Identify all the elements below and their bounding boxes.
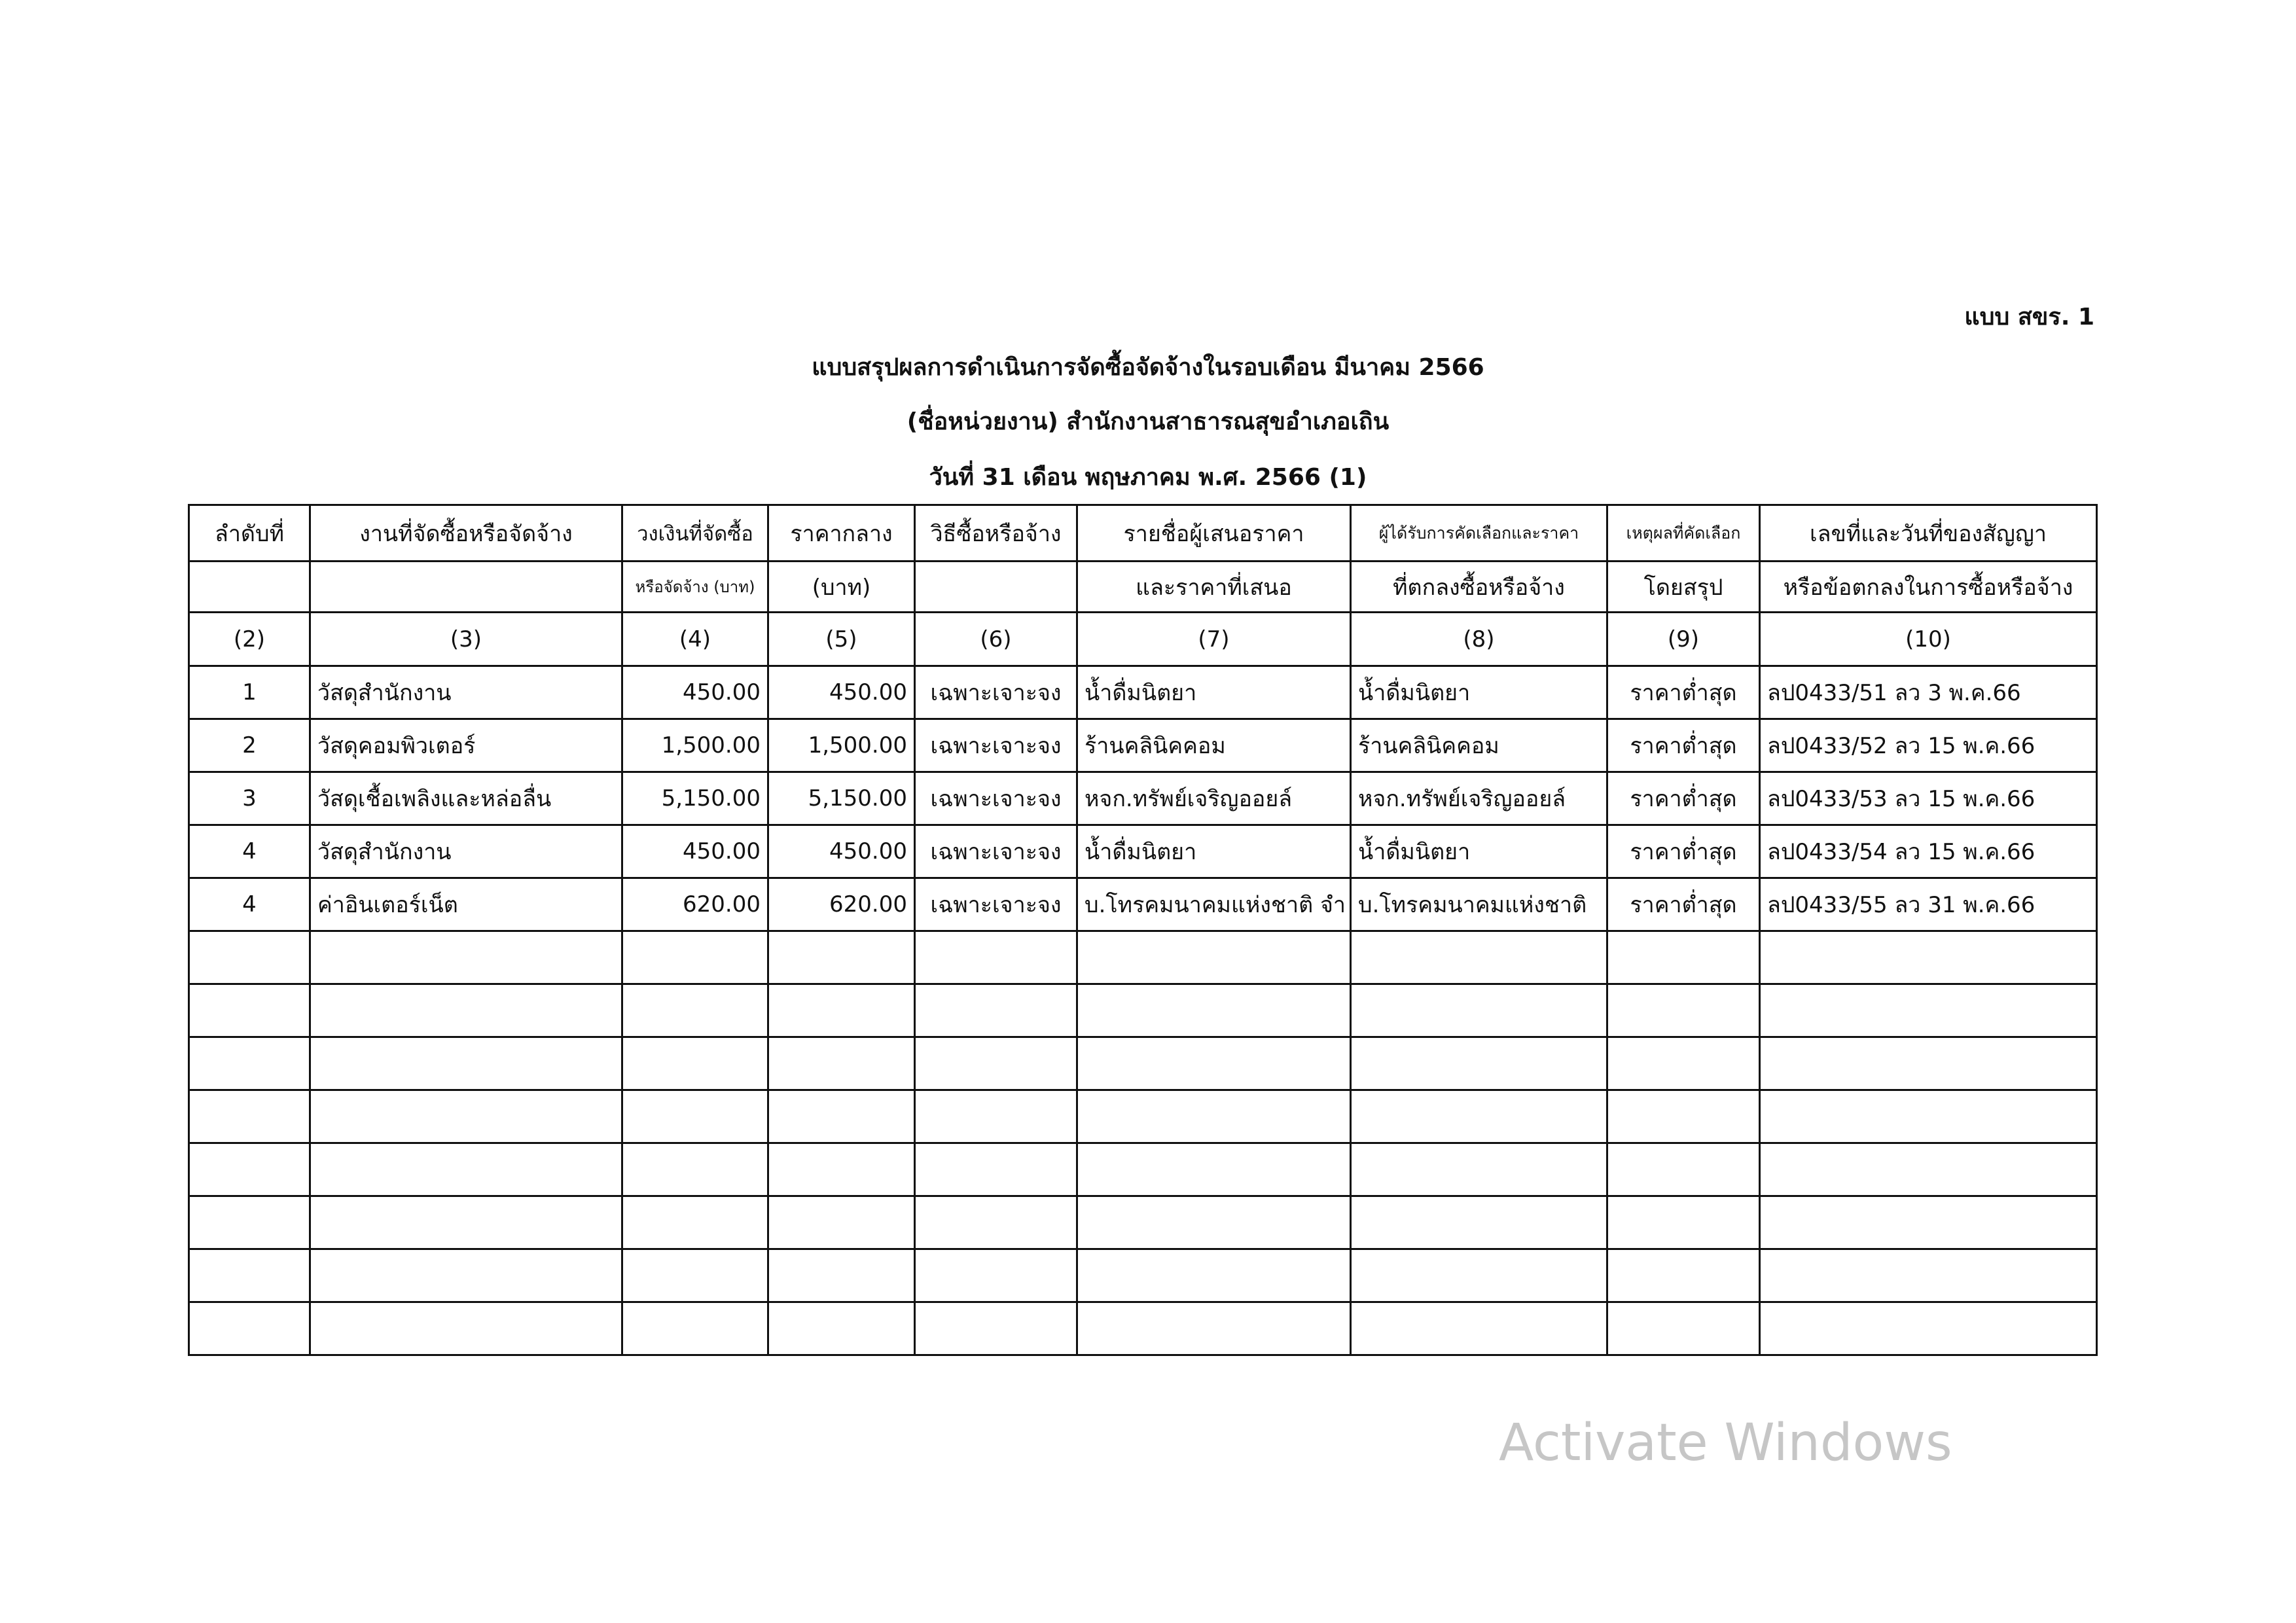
table-cell: 620.00	[768, 878, 915, 931]
table-cell	[1760, 1249, 2097, 1302]
table-cell	[189, 984, 310, 1037]
colnum: (4)	[622, 613, 768, 666]
header-budget: วงเงินที่จัดซื้อ	[622, 505, 768, 562]
table-cell	[1760, 984, 2097, 1037]
table-cell	[915, 1143, 1077, 1196]
header-reason: เหตุผลที่คัดเลือก	[1607, 505, 1760, 562]
header-method: วิธีซื้อหรือจ้าง	[915, 505, 1077, 562]
table-cell	[622, 1249, 768, 1302]
table-cell	[1077, 931, 1351, 984]
table-cell	[915, 1302, 1077, 1355]
table-cell	[189, 1037, 310, 1090]
table-cell	[1351, 984, 1607, 1037]
header-selected: ผู้ได้รับการคัดเลือกและราคา	[1351, 505, 1607, 562]
header-seq: ลำดับที่	[189, 505, 310, 562]
table-cell	[1607, 1037, 1760, 1090]
table-cell: 1	[189, 666, 310, 719]
table-row	[189, 825, 2097, 878]
table-cell	[1607, 1196, 1760, 1249]
header-item-sub	[310, 562, 622, 613]
table-cell: 4	[189, 825, 310, 878]
table-cell	[189, 931, 310, 984]
table-cell: เฉพาะเจาะจง	[915, 878, 1077, 931]
table-cell	[915, 984, 1077, 1037]
table-cell: ราคาต่ำสุด	[1607, 772, 1760, 825]
table-cell	[1351, 1249, 1607, 1302]
header-row-numbers	[189, 613, 2097, 666]
table-cell: ลป0433/53 ลว 15 พ.ค.66	[1760, 772, 2097, 825]
header-median-price-sub: (บาท)	[768, 562, 915, 613]
table-cell	[189, 1249, 310, 1302]
table-cell	[189, 1302, 310, 1355]
table-cell: 620.00	[622, 878, 768, 931]
header-budget-sub: หรือจัดจ้าง (บาท)	[622, 562, 768, 613]
table-cell: เฉพาะเจาะจง	[915, 825, 1077, 878]
table-cell: ราคาต่ำสุด	[1607, 825, 1760, 878]
table-cell	[622, 1302, 768, 1355]
table-cell	[1760, 931, 2097, 984]
colnum: (3)	[310, 613, 622, 666]
table-cell: วัสดุเชื้อเพลิงและหล่อลื่น	[310, 772, 622, 825]
table-cell	[189, 1196, 310, 1249]
table-cell: 3	[189, 772, 310, 825]
table-cell	[1760, 1090, 2097, 1143]
table-cell	[310, 1196, 622, 1249]
table-cell	[915, 1037, 1077, 1090]
table-cell: เฉพาะเจาะจง	[915, 666, 1077, 719]
table-body	[189, 666, 2097, 1355]
table-cell	[310, 1090, 622, 1143]
empty-table-row	[189, 1037, 2097, 1090]
table-cell	[1351, 1302, 1607, 1355]
table-cell: 450.00	[768, 825, 915, 878]
table-cell	[622, 1143, 768, 1196]
form-code: แบบ สขร. 1	[1964, 304, 2094, 330]
report-title: แบบสรุปผลการดำเนินการจัดซื้อจัดจ้างในรอบเดือน มีนาคม 2566	[812, 354, 1484, 381]
table-cell: 2	[189, 719, 310, 772]
empty-table-row	[189, 1143, 2097, 1196]
table-cell: ราคาต่ำสุด	[1607, 878, 1760, 931]
table-cell	[768, 1302, 915, 1355]
table-cell: ลป0433/51 ลว 3 พ.ค.66	[1760, 666, 2097, 719]
table-cell: เฉพาะเจาะจง	[915, 772, 1077, 825]
table-cell	[1077, 1196, 1351, 1249]
empty-table-row	[189, 1249, 2097, 1302]
table-row	[189, 772, 2097, 825]
table-cell: ลป0433/52 ลว 15 พ.ค.66	[1760, 719, 2097, 772]
table-cell: หจก.ทรัพย์เจริญออยล์	[1351, 772, 1607, 825]
table-row	[189, 878, 2097, 931]
header-contract: เลขที่และวันที่ของสัญญา	[1760, 505, 2097, 562]
table-cell: 1,500.00	[622, 719, 768, 772]
table-cell	[915, 1196, 1077, 1249]
table-cell	[768, 1143, 915, 1196]
table-cell: 4	[189, 878, 310, 931]
table-cell	[1607, 1143, 1760, 1196]
table-cell	[622, 1037, 768, 1090]
table-cell	[310, 1302, 622, 1355]
table-cell: ร้านคลินิคคอม	[1077, 719, 1351, 772]
header-item: งานที่จัดซื้อหรือจัดจ้าง	[310, 505, 622, 562]
table-cell: วัสดุสำนักงาน	[310, 666, 622, 719]
table-cell: น้ำดื่มนิตยา	[1077, 825, 1351, 878]
report-date: วันที่ 31 เดือน พฤษภาคม พ.ศ. 2566 (1)	[929, 464, 1367, 491]
empty-table-row	[189, 931, 2097, 984]
table-cell	[1077, 1143, 1351, 1196]
colnum: (8)	[1351, 613, 1607, 666]
table-cell	[1760, 1037, 2097, 1090]
table-cell	[1077, 1302, 1351, 1355]
table-cell	[310, 1143, 622, 1196]
table-cell	[1607, 984, 1760, 1037]
table-cell	[1351, 1037, 1607, 1090]
table-cell	[1351, 931, 1607, 984]
table-cell: ร้านคลินิคคอม	[1351, 719, 1607, 772]
table-cell	[1077, 984, 1351, 1037]
colnum: (5)	[768, 613, 915, 666]
table-cell: 450.00	[622, 825, 768, 878]
table-cell	[622, 931, 768, 984]
header-method-sub	[915, 562, 1077, 613]
header-seq-sub	[189, 562, 310, 613]
colnum: (10)	[1760, 613, 2097, 666]
table-cell: น้ำดื่มนิตยา	[1077, 666, 1351, 719]
table-cell	[189, 1143, 310, 1196]
colnum: (6)	[915, 613, 1077, 666]
table-cell	[768, 1196, 915, 1249]
header-reason-sub: โดยสรุป	[1607, 562, 1760, 613]
header-bidders-sub: และราคาที่เสนอ	[1077, 562, 1351, 613]
header-row-bottom	[189, 562, 2097, 613]
table-cell	[310, 1037, 622, 1090]
table-cell: วัสดุสำนักงาน	[310, 825, 622, 878]
agency-name: (ชื่อหน่วยงาน) สำนักงานสาธารณสุขอำเภอเถิน	[906, 408, 1390, 435]
empty-table-row	[189, 984, 2097, 1037]
table-cell	[915, 931, 1077, 984]
table-cell	[768, 1037, 915, 1090]
table-cell: วัสดุคอมพิวเตอร์	[310, 719, 622, 772]
table-cell: ลป0433/55 ลว 31 พ.ค.66	[1760, 878, 2097, 931]
table-cell	[1077, 1037, 1351, 1090]
table-cell: 1,500.00	[768, 719, 915, 772]
table-cell	[622, 1196, 768, 1249]
header-bidders: รายชื่อผู้เสนอราคา	[1077, 505, 1351, 562]
header-contract-sub: หรือข้อตกลงในการซื้อหรือจ้าง	[1760, 562, 2097, 613]
table-cell	[768, 931, 915, 984]
colnum: (2)	[189, 613, 310, 666]
table-cell	[1607, 1090, 1760, 1143]
table-cell: ราคาต่ำสุด	[1607, 719, 1760, 772]
table-cell	[1351, 1143, 1607, 1196]
empty-table-row	[189, 1196, 2097, 1249]
header-median-price: ราคากลาง	[768, 505, 915, 562]
colnum: (7)	[1077, 613, 1351, 666]
table-cell	[1760, 1302, 2097, 1355]
table-cell	[915, 1090, 1077, 1143]
table-cell: เฉพาะเจาะจง	[915, 719, 1077, 772]
table-cell: 450.00	[768, 666, 915, 719]
table-cell	[1607, 931, 1760, 984]
table-cell: น้ำดื่มนิตยา	[1351, 666, 1607, 719]
header-row-top	[189, 505, 2097, 562]
empty-table-row	[189, 1302, 2097, 1355]
procurement-table	[188, 504, 2098, 1356]
empty-table-row	[189, 1090, 2097, 1143]
table-cell	[310, 931, 622, 984]
table-cell	[1077, 1090, 1351, 1143]
table-cell	[189, 1090, 310, 1143]
table-cell	[768, 1249, 915, 1302]
table-cell: ลป0433/54 ลว 15 พ.ค.66	[1760, 825, 2097, 878]
table-cell: น้ำดื่มนิตยา	[1351, 825, 1607, 878]
table-cell	[768, 984, 915, 1037]
table-cell	[310, 1249, 622, 1302]
table-cell: บ.โทรคมนาคมแห่งชาติ จำ	[1077, 878, 1351, 931]
table-cell: หจก.ทรัพย์เจริญออยล์	[1077, 772, 1351, 825]
table-cell	[768, 1090, 915, 1143]
table-cell: 5,150.00	[768, 772, 915, 825]
table-cell	[1760, 1196, 2097, 1249]
table-cell	[1607, 1249, 1760, 1302]
colnum: (9)	[1607, 613, 1760, 666]
table-cell: ค่าอินเตอร์เน็ต	[310, 878, 622, 931]
header-selected-sub: ที่ตกลงซื้อหรือจ้าง	[1351, 562, 1607, 613]
table-cell	[915, 1249, 1077, 1302]
table-row	[189, 666, 2097, 719]
table-cell	[310, 984, 622, 1037]
table-row	[189, 719, 2097, 772]
table-cell	[1077, 1249, 1351, 1302]
table-cell	[1760, 1143, 2097, 1196]
table-cell: 5,150.00	[622, 772, 768, 825]
table-cell	[1351, 1196, 1607, 1249]
table-cell	[1351, 1090, 1607, 1143]
table-cell: บ.โทรคมนาคมแห่งชาติ	[1351, 878, 1607, 931]
table-cell: 450.00	[622, 666, 768, 719]
table-cell	[622, 984, 768, 1037]
table-cell	[1607, 1302, 1760, 1355]
table-cell: ราคาต่ำสุด	[1607, 666, 1760, 719]
activation-watermark: Activate Windows	[1499, 1414, 1952, 1472]
table-cell	[622, 1090, 768, 1143]
